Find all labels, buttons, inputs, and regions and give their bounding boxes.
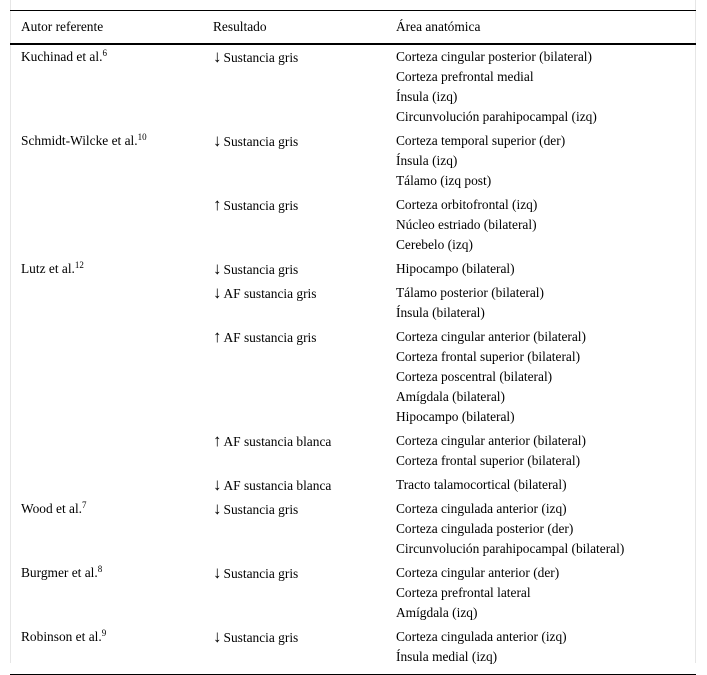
- author-line: [21, 627, 202, 647]
- area-item: Corteza poscentral (bilateral): [396, 369, 553, 384]
- table-row: [10, 561, 696, 625]
- author-cell: [10, 257, 202, 281]
- result-cell: [202, 625, 385, 675]
- area-item: Tálamo posterior (bilateral): [396, 285, 544, 300]
- arrow-down-icon: ↓: [213, 563, 222, 582]
- reference-number: 7: [82, 500, 87, 510]
- result-cell: [202, 129, 385, 193]
- author-line: [21, 563, 202, 583]
- arrow-down-icon: ↓: [213, 131, 222, 150]
- author-cell: [10, 193, 202, 257]
- author-cell: [10, 129, 202, 193]
- area-cell: [385, 193, 696, 257]
- findings-table: [10, 10, 696, 675]
- result-line: [213, 563, 385, 583]
- reference-number: 10: [137, 132, 147, 142]
- area-cell: [385, 325, 696, 429]
- author-cell: [10, 429, 202, 473]
- area-item: Ínsula medial (izq): [396, 649, 498, 664]
- area-item: Corteza orbitofrontal (izq): [396, 197, 538, 212]
- area-item: Hipocampo (bilateral): [396, 261, 515, 276]
- area-item: Corteza cingular anterior (bilateral): [396, 329, 586, 344]
- author-cell: [10, 497, 202, 561]
- table-row: [10, 473, 696, 497]
- area-item: Circunvolución parahipocampal (izq): [396, 109, 597, 124]
- area-item: Ínsula (izq): [396, 153, 458, 168]
- result-cell: [202, 44, 385, 129]
- table-header: [10, 11, 696, 45]
- header-author: Autor referente: [10, 11, 202, 45]
- reference-number: 8: [97, 564, 103, 574]
- area-item: Corteza cingular anterior (bilateral): [396, 433, 586, 448]
- area-item: Cerebelo (izq): [396, 237, 473, 252]
- result-cell: [202, 281, 385, 325]
- result-line: [213, 499, 385, 519]
- result-text: Sustancia gris: [223, 198, 299, 213]
- area-item: Amígdala (bilateral): [396, 389, 505, 404]
- author-name: Schmidt-Wilcke et al.: [21, 133, 138, 148]
- result-cell: [202, 325, 385, 429]
- area-item: Corteza prefrontal lateral: [396, 585, 531, 600]
- area-item: Corteza frontal superior (bilateral): [396, 349, 581, 364]
- author-name: Robinson et al.: [21, 629, 102, 644]
- area-item: Corteza cingulada posterior (der): [396, 521, 574, 536]
- area-item: Amígdala (izq): [396, 605, 478, 620]
- result-text: Sustancia gris: [223, 630, 299, 645]
- area-item: Ínsula (izq): [396, 89, 458, 104]
- author-name: Kuchinad et al.: [21, 49, 103, 64]
- area-item: Corteza prefrontal medial: [396, 69, 534, 84]
- result-line: [213, 47, 385, 67]
- author-cell: [10, 625, 202, 675]
- arrow-up-icon: ↑: [213, 195, 222, 214]
- result-cell: [202, 497, 385, 561]
- result-text: AF sustancia gris: [223, 330, 317, 345]
- arrow-down-icon: ↓: [213, 475, 222, 494]
- table-row: [10, 281, 696, 325]
- area-item: Corteza temporal superior (der): [396, 133, 566, 148]
- area-cell: [385, 129, 696, 193]
- area-item: Corteza cingular anterior (der): [396, 565, 560, 580]
- table-body: [10, 44, 696, 675]
- result-cell: [202, 257, 385, 281]
- result-line: [213, 283, 385, 303]
- area-item: Corteza cingulada anterior (izq): [396, 629, 567, 644]
- author-line: [21, 327, 202, 347]
- reference-number: 9: [101, 628, 107, 638]
- area-item: Corteza frontal superior (bilateral): [396, 453, 581, 468]
- result-text: AF sustancia blanca: [223, 478, 332, 493]
- area-item: Hipocampo (bilateral): [396, 409, 515, 424]
- arrow-up-icon: ↑: [213, 431, 222, 450]
- author-line: [21, 195, 202, 215]
- author-cell: [10, 473, 202, 497]
- table-row: [10, 497, 696, 561]
- author-cell: [10, 561, 202, 625]
- reference-number: 12: [74, 260, 84, 270]
- result-text: Sustancia gris: [223, 502, 299, 517]
- area-item: Núcleo estriado (bilateral): [396, 217, 537, 232]
- result-text: Sustancia gris: [223, 566, 299, 581]
- header-result: Resultado: [202, 11, 385, 45]
- author-line: [21, 131, 202, 151]
- header-row: [10, 11, 696, 45]
- result-line: [213, 131, 385, 151]
- table-row: [10, 44, 696, 129]
- result-text: AF sustancia blanca: [223, 434, 332, 449]
- result-line: [213, 431, 385, 451]
- author-name: Wood et al.: [21, 501, 83, 516]
- table-row: [10, 129, 696, 193]
- author-line: [21, 283, 202, 303]
- author-line: [21, 499, 202, 519]
- result-line: [213, 195, 385, 215]
- area-cell: [385, 257, 696, 281]
- author-cell: [10, 325, 202, 429]
- area-item: Corteza cingular posterior (bilateral): [396, 49, 592, 64]
- author-line: [21, 259, 202, 279]
- arrow-down-icon: ↓: [213, 47, 222, 66]
- table-row: [10, 257, 696, 281]
- area-item: Corteza cingulada anterior (izq): [396, 501, 567, 516]
- arrow-up-icon: ↑: [213, 327, 222, 346]
- result-text: Sustancia gris: [223, 134, 299, 149]
- area-cell: [385, 429, 696, 473]
- result-cell: [202, 473, 385, 497]
- arrow-down-icon: ↓: [213, 259, 222, 278]
- area-cell: [385, 44, 696, 129]
- table-row: [10, 625, 696, 675]
- table-row: [10, 429, 696, 473]
- arrow-down-icon: ↓: [213, 627, 222, 646]
- arrow-down-icon: ↓: [213, 283, 222, 302]
- author-name: Lutz et al.: [21, 261, 75, 276]
- author-cell: [10, 44, 202, 129]
- area-cell: [385, 625, 696, 675]
- result-line: [213, 259, 385, 279]
- area-cell: [385, 473, 696, 497]
- result-cell: [202, 429, 385, 473]
- result-cell: [202, 193, 385, 257]
- area-cell: [385, 281, 696, 325]
- author-line: [21, 475, 202, 495]
- result-line: [213, 475, 385, 495]
- area-cell: [385, 561, 696, 625]
- result-line: [213, 627, 385, 647]
- area-item: Tálamo (izq post): [396, 173, 492, 188]
- table-row: [10, 325, 696, 429]
- result-text: Sustancia gris: [223, 50, 299, 65]
- reference-number: 6: [102, 48, 107, 58]
- area-item: Circunvolución parahipocampal (bilateral): [396, 541, 625, 556]
- area-cell: [385, 497, 696, 561]
- author-line: [21, 47, 202, 67]
- result-text: Sustancia gris: [223, 262, 299, 277]
- area-item: Ínsula (bilateral): [396, 305, 485, 320]
- result-cell: [202, 561, 385, 625]
- result-text: AF sustancia gris: [223, 286, 317, 301]
- author-name: Burgmer et al.: [21, 565, 98, 580]
- author-cell: [10, 281, 202, 325]
- table-row: [10, 193, 696, 257]
- area-item: Tracto talamocortical (bilateral): [396, 477, 567, 492]
- author-line: [21, 431, 202, 451]
- arrow-down-icon: ↓: [213, 499, 222, 518]
- header-area: Área anatómica: [385, 11, 696, 45]
- result-line: [213, 327, 385, 347]
